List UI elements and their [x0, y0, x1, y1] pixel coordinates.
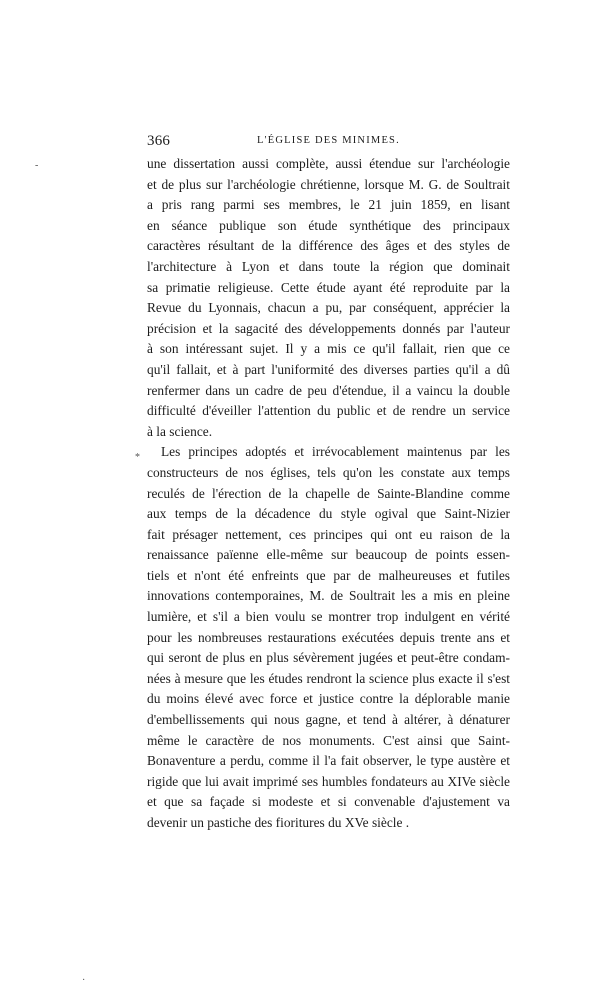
text-line: précision et la sagacité des développements donnés par l'auteur [147, 320, 510, 336]
text-line: renaissance païenne elle-même sur beaucoup de points essen- [147, 547, 510, 563]
text-line: du moins élevé avec force et justice contre la déplorable manie [147, 691, 510, 707]
text-line: en séance publique son étude synthétique des principaux [147, 217, 510, 233]
text-line: difficulté d'éveiller l'attention du public et de rendre un service [147, 403, 510, 419]
text-line: qu'il fallait, et à part l'uniformité des diverses parties qu'il a dû [147, 361, 510, 377]
paragraph-1 [147, 154, 510, 442]
text-line: rigide que lui avait imprimé ses humbles fondateurs au XIVe siècle [147, 773, 510, 789]
text-line: l'architecture à Lyon et dans toute la région que dominait [147, 258, 510, 274]
text-line: caractères résultant de la différence des âges et des styles de [147, 238, 510, 254]
text-line: renfermer dans un cadre de peu d'étendue, il a vaincu la double [147, 382, 510, 398]
margin-mark: - [35, 160, 39, 171]
text-line: constructeurs de nos églises, tels qu'on les constate aux temps [147, 464, 510, 480]
text-line: a pris rang parmi ses membres, le 21 juin 1859, en lisant [147, 197, 510, 213]
text-line: pour les nombreuses restaurations exécutées depuis trente ans et [147, 629, 510, 645]
running-title: L'ÉGLISE DES MINIMES. [257, 135, 400, 146]
text-line: Revue du Lyonnais, chacun a pu, par conséquent, apprécier la [147, 300, 510, 316]
text-line: devenir un pastiche des fioritures du XVe siècle . [147, 815, 410, 830]
paragraph-2 [147, 442, 510, 833]
text-line: qui seront de plus en plus sévèrement jugées et peut-être condam- [147, 650, 510, 666]
margin-mark: · [82, 975, 86, 986]
text-line: nées à mesure que les études rendront la science plus exacte il s'est [147, 670, 510, 686]
text-line: à son intéressant sujet. Il y a mis ce qu'il fallait, rien que ce [147, 341, 510, 357]
text-line: d'embellissements qui nous gagne, et tend à altérer, à dénaturer [147, 712, 510, 728]
text-line: aux temps de la décadence du style ogival que Saint-Nizier [147, 506, 510, 522]
text-line: lumière, et s'il a bien voulu se montrer trop indulgent en vérité [147, 609, 510, 625]
text-line: une dissertation aussi complète, aussi étendue sur l'archéologie [147, 156, 510, 171]
text-line: Bonaventure a perdu, comme il l'a fait observer, le type austère et [147, 753, 510, 769]
page-number: 366 [147, 133, 171, 149]
text-line: Les principes adoptés et irrévocablement maintenus par les [161, 444, 510, 460]
text-line: même le caractère de nos monuments. C'est ainsi que Saint- [147, 732, 510, 748]
body-text [147, 154, 510, 834]
page-header [147, 133, 510, 151]
text-line: innovations contemporaines, M. de Soultrait les a mis en pleine [147, 588, 510, 604]
text-line: à la science. [147, 423, 213, 439]
text-line: reculés de l'érection de la chapelle de Sainte-Blandine comme [147, 485, 510, 501]
margin-mark: * [135, 452, 140, 463]
text-line: tiels et n'ont été enfreints que par de malheureuses et futiles [147, 567, 510, 583]
text-line: et de plus sur l'archéologie chrétienne, lorsque M. G. de Soultrait [147, 176, 510, 192]
text-line: fait présager nettement, ces principes qui ont eu raison de la [147, 526, 510, 542]
text-line: et que sa façade si modeste et si convenable d'ajustement va [147, 794, 510, 810]
text-line: sa primatie religieuse. Cette étude ayant été reproduite par la [147, 279, 510, 295]
